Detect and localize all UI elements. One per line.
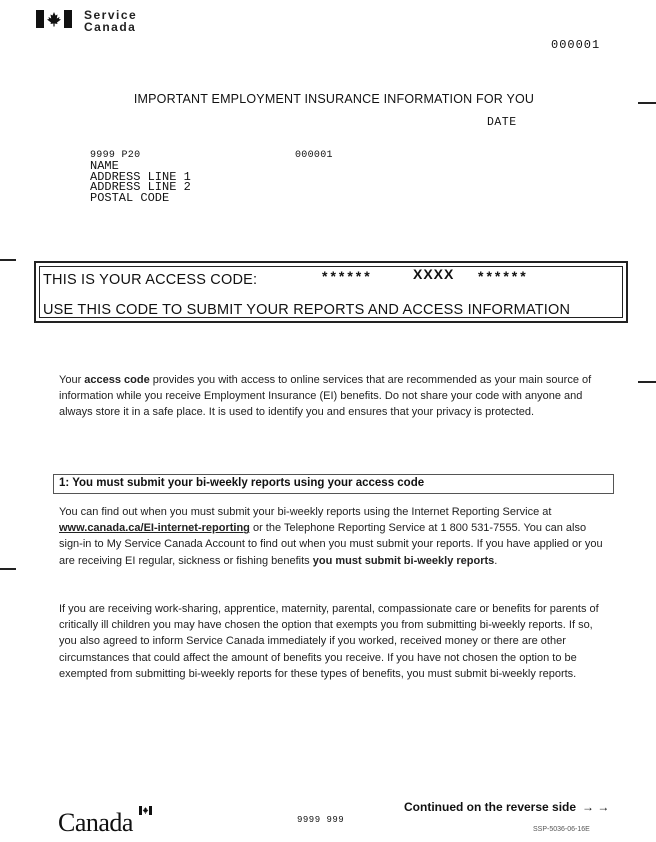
- continued-note: Continued on the reverse side → →: [404, 800, 610, 814]
- arrow-right-icon: → →: [582, 800, 610, 814]
- access-code-mask-right: ******: [478, 268, 529, 284]
- margin-tick: [638, 381, 656, 383]
- margin-tick: [0, 568, 16, 570]
- address-code: 9999 P20: [90, 150, 141, 161]
- page-title: IMPORTANT EMPLOYMENT INSURANCE INFORMATION FOR YOU: [133, 92, 535, 106]
- canada-wordmark: Canada: [58, 808, 133, 837]
- margin-tick: [638, 102, 656, 104]
- section-paragraph-1: You can find out when you must submit your bi-weekly reports using the Internet Reporting Service at www.canada.ca/EI-internet-reporting or the Telephone Reporting Service at 1 800 531-7555. You can also sign-in to My Service Canada Account to find out when you must submit your reports. If you have applied or you are receiving EI regular, sickness or fishing benefits you must submit bi-weekly reports.: [59, 506, 603, 567]
- section-title: 1: You must submit your bi-weekly reports using your access code: [59, 477, 425, 489]
- access-code-mask-left: ******: [322, 268, 373, 284]
- document-number: 000001: [551, 38, 601, 52]
- address-line: NAME: [90, 159, 119, 173]
- date-label: DATE: [487, 116, 517, 129]
- access-code-instruction: USE THIS CODE TO SUBMIT YOUR REPORTS AND ACCESS INFORMATION: [43, 302, 571, 318]
- address-line: ADDRESS LINE 1: [90, 169, 191, 184]
- address-line: ADDRESS LINE 2: [90, 180, 191, 194]
- canada-flag-icon: [139, 806, 152, 815]
- footer-code: 9999 999: [297, 815, 345, 825]
- margin-tick: [0, 259, 16, 261]
- access-code-value: XXXX: [413, 266, 455, 282]
- service-canada-wordmark: Service Canada: [84, 8, 138, 34]
- service-canada-flag-icon: [36, 10, 72, 28]
- address-number: 000001: [295, 150, 333, 161]
- access-code-label: THIS IS YOUR ACCESS CODE:: [43, 272, 258, 288]
- internet-reporting-link[interactable]: www.canada.ca/EI-internet-reporting: [59, 522, 250, 535]
- address-block: [90, 161, 191, 203]
- address-line: POSTAL CODE: [90, 190, 170, 205]
- intro-paragraph: Your access code provides you with access to online services that are recommended as your main source of information while you receive Employment Insurance (EI) benefits. Do not share your code with anyone and always store it in a safe place. It is used to identify you and ensures that your privacy is protected.: [59, 374, 592, 419]
- form-code: SSP-5036-06-16E: [533, 826, 590, 833]
- section-paragraph-2: If you are receiving work-sharing, apprentice, maternity, parental, compassionate care or benefits for parents of critically ill children you may have chosen the option that exempts you from submitting bi-weekly reports. If so, you also agreed to inform Service Canada immediately if you worked, received money or there are other circumstances that could affect the amount of benefits you receive. If you have not chosen the option to be exempted from submitting bi-weekly reports for these types of benefits, you must submit bi-weekly reports.: [59, 603, 599, 680]
